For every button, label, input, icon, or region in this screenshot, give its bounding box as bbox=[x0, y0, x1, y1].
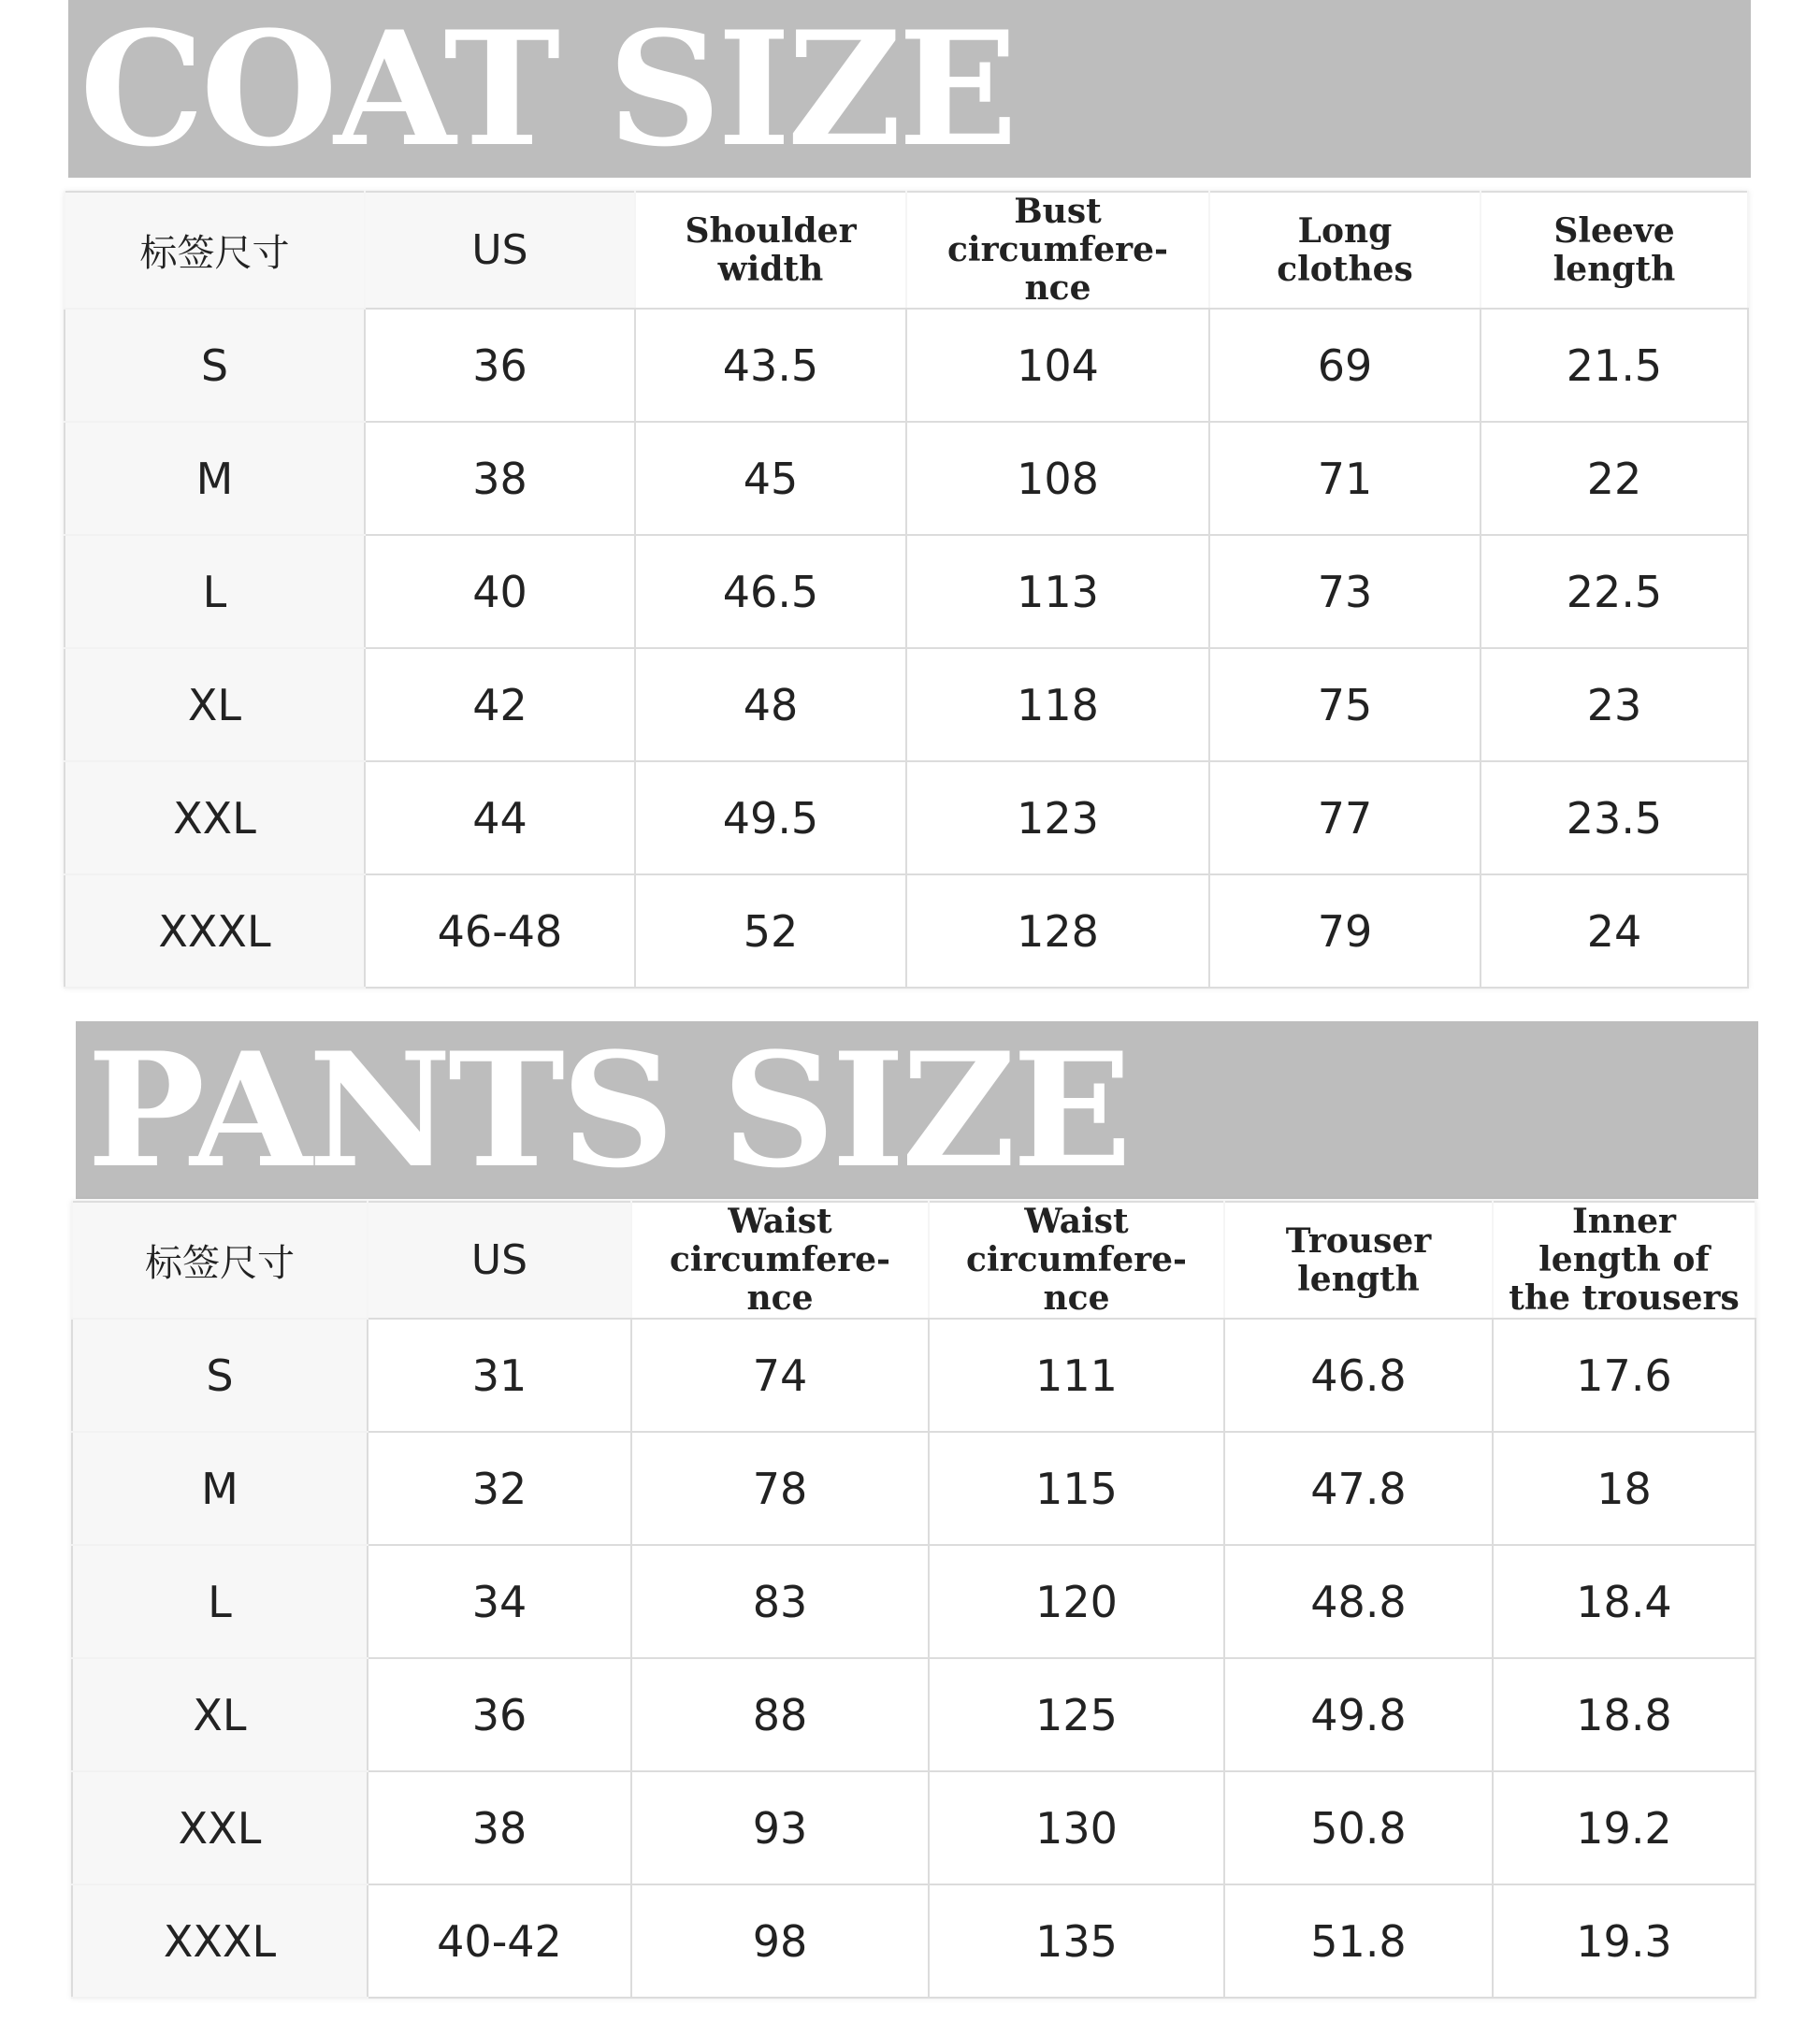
table-cell: 45 bbox=[635, 422, 906, 535]
table-cell: 75 bbox=[1209, 648, 1481, 761]
table-cell: 38 bbox=[368, 1771, 631, 1884]
table-cell: 51.8 bbox=[1224, 1884, 1493, 1998]
table-cell: 71 bbox=[1209, 422, 1481, 535]
table-cell: 50.8 bbox=[1224, 1771, 1493, 1884]
header-inner-length: Inner length of the trousers bbox=[1493, 1202, 1755, 1319]
table-cell: 48.8 bbox=[1224, 1545, 1493, 1658]
table-row bbox=[72, 1432, 1755, 1545]
table-cell: 88 bbox=[631, 1658, 929, 1771]
table-cell: 77 bbox=[1209, 761, 1481, 874]
size-label: XXL bbox=[72, 1771, 368, 1884]
header-trouser-length: Trouser length bbox=[1224, 1202, 1493, 1319]
table-cell: 17.6 bbox=[1493, 1319, 1755, 1432]
table-cell: 43.5 bbox=[635, 309, 906, 422]
table-cell: 19.2 bbox=[1493, 1771, 1755, 1884]
table-cell: 120 bbox=[929, 1545, 1224, 1658]
header-bust-circumference: Bust circumfere- nce bbox=[906, 192, 1209, 309]
table-cell: 108 bbox=[906, 422, 1209, 535]
coat-size-banner bbox=[68, 0, 1751, 178]
table-cell: 23 bbox=[1481, 648, 1748, 761]
header-label-size: 标签尺寸 bbox=[72, 1202, 368, 1319]
table-row bbox=[65, 422, 1748, 535]
table-header-row bbox=[65, 192, 1748, 309]
table-cell: 23.5 bbox=[1481, 761, 1748, 874]
size-label: XXL bbox=[65, 761, 365, 874]
table-row bbox=[65, 648, 1748, 761]
table-cell: 130 bbox=[929, 1771, 1224, 1884]
table-row bbox=[65, 874, 1748, 988]
table-cell: 128 bbox=[906, 874, 1209, 988]
table-row bbox=[65, 309, 1748, 422]
table-row bbox=[65, 535, 1748, 648]
table-cell: 135 bbox=[929, 1884, 1224, 1998]
table-cell: 46.5 bbox=[635, 535, 906, 648]
table-cell: 18 bbox=[1493, 1432, 1755, 1545]
table-cell: 47.8 bbox=[1224, 1432, 1493, 1545]
table-cell: 34 bbox=[368, 1545, 631, 1658]
table-cell: 123 bbox=[906, 761, 1209, 874]
table-cell: 21.5 bbox=[1481, 309, 1748, 422]
table-cell: 98 bbox=[631, 1884, 929, 1998]
table-row bbox=[65, 761, 1748, 874]
table-cell: 38 bbox=[365, 422, 635, 535]
table-cell: 46.8 bbox=[1224, 1319, 1493, 1432]
table-cell: 49.8 bbox=[1224, 1658, 1493, 1771]
table-cell: 125 bbox=[929, 1658, 1224, 1771]
header-us: US bbox=[368, 1202, 631, 1319]
pants-size-title: PANTS SIZE bbox=[87, 1021, 1129, 1199]
header-waist-circumference-2: Waist circumfere- nce bbox=[929, 1202, 1224, 1319]
table-cell: 24 bbox=[1481, 874, 1748, 988]
table-cell: 36 bbox=[368, 1658, 631, 1771]
size-label: L bbox=[72, 1545, 368, 1658]
coat-size-title: COAT SIZE bbox=[79, 0, 1015, 178]
table-row bbox=[72, 1884, 1755, 1998]
table-cell: 19.3 bbox=[1493, 1884, 1755, 1998]
table-cell: 83 bbox=[631, 1545, 929, 1658]
size-label: XXXL bbox=[65, 874, 365, 988]
size-label: XXXL bbox=[72, 1884, 368, 1998]
size-label: M bbox=[72, 1432, 368, 1545]
size-label: S bbox=[72, 1319, 368, 1432]
table-cell: 32 bbox=[368, 1432, 631, 1545]
table-cell: 48 bbox=[635, 648, 906, 761]
table-cell: 73 bbox=[1209, 535, 1481, 648]
table-cell: 104 bbox=[906, 309, 1209, 422]
table-cell: 115 bbox=[929, 1432, 1224, 1545]
header-long-clothes: Long clothes bbox=[1209, 192, 1481, 309]
table-cell: 52 bbox=[635, 874, 906, 988]
table-cell: 74 bbox=[631, 1319, 929, 1432]
table-cell: 22 bbox=[1481, 422, 1748, 535]
table-cell: 79 bbox=[1209, 874, 1481, 988]
table-cell: 18.8 bbox=[1493, 1658, 1755, 1771]
header-us: US bbox=[365, 192, 635, 309]
table-cell: 22.5 bbox=[1481, 535, 1748, 648]
size-label: L bbox=[65, 535, 365, 648]
header-waist-circumference: Waist circumfere- nce bbox=[631, 1202, 929, 1319]
table-cell: 42 bbox=[365, 648, 635, 761]
table-cell: 40-42 bbox=[368, 1884, 631, 1998]
table-cell: 69 bbox=[1209, 309, 1481, 422]
table-cell: 40 bbox=[365, 535, 635, 648]
table-cell: 46-48 bbox=[365, 874, 635, 988]
table-row bbox=[72, 1658, 1755, 1771]
pants-size-banner bbox=[76, 1021, 1758, 1199]
header-sleeve-length: Sleeve length bbox=[1481, 192, 1748, 309]
header-shoulder-width: Shoulder width bbox=[635, 192, 906, 309]
header-label-size: 标签尺寸 bbox=[65, 192, 365, 309]
table-row bbox=[72, 1319, 1755, 1432]
pants-size-table bbox=[71, 1201, 1756, 1999]
table-cell: 44 bbox=[365, 761, 635, 874]
table-cell: 49.5 bbox=[635, 761, 906, 874]
table-row bbox=[72, 1545, 1755, 1658]
table-cell: 111 bbox=[929, 1319, 1224, 1432]
size-label: S bbox=[65, 309, 365, 422]
table-row bbox=[72, 1771, 1755, 1884]
table-cell: 118 bbox=[906, 648, 1209, 761]
size-label: XL bbox=[72, 1658, 368, 1771]
table-header-row bbox=[72, 1202, 1755, 1319]
table-cell: 93 bbox=[631, 1771, 929, 1884]
coat-size-table bbox=[64, 191, 1749, 989]
size-label: XL bbox=[65, 648, 365, 761]
table-cell: 31 bbox=[368, 1319, 631, 1432]
table-cell: 113 bbox=[906, 535, 1209, 648]
table-cell: 36 bbox=[365, 309, 635, 422]
table-cell: 78 bbox=[631, 1432, 929, 1545]
size-label: M bbox=[65, 422, 365, 535]
table-cell: 18.4 bbox=[1493, 1545, 1755, 1658]
